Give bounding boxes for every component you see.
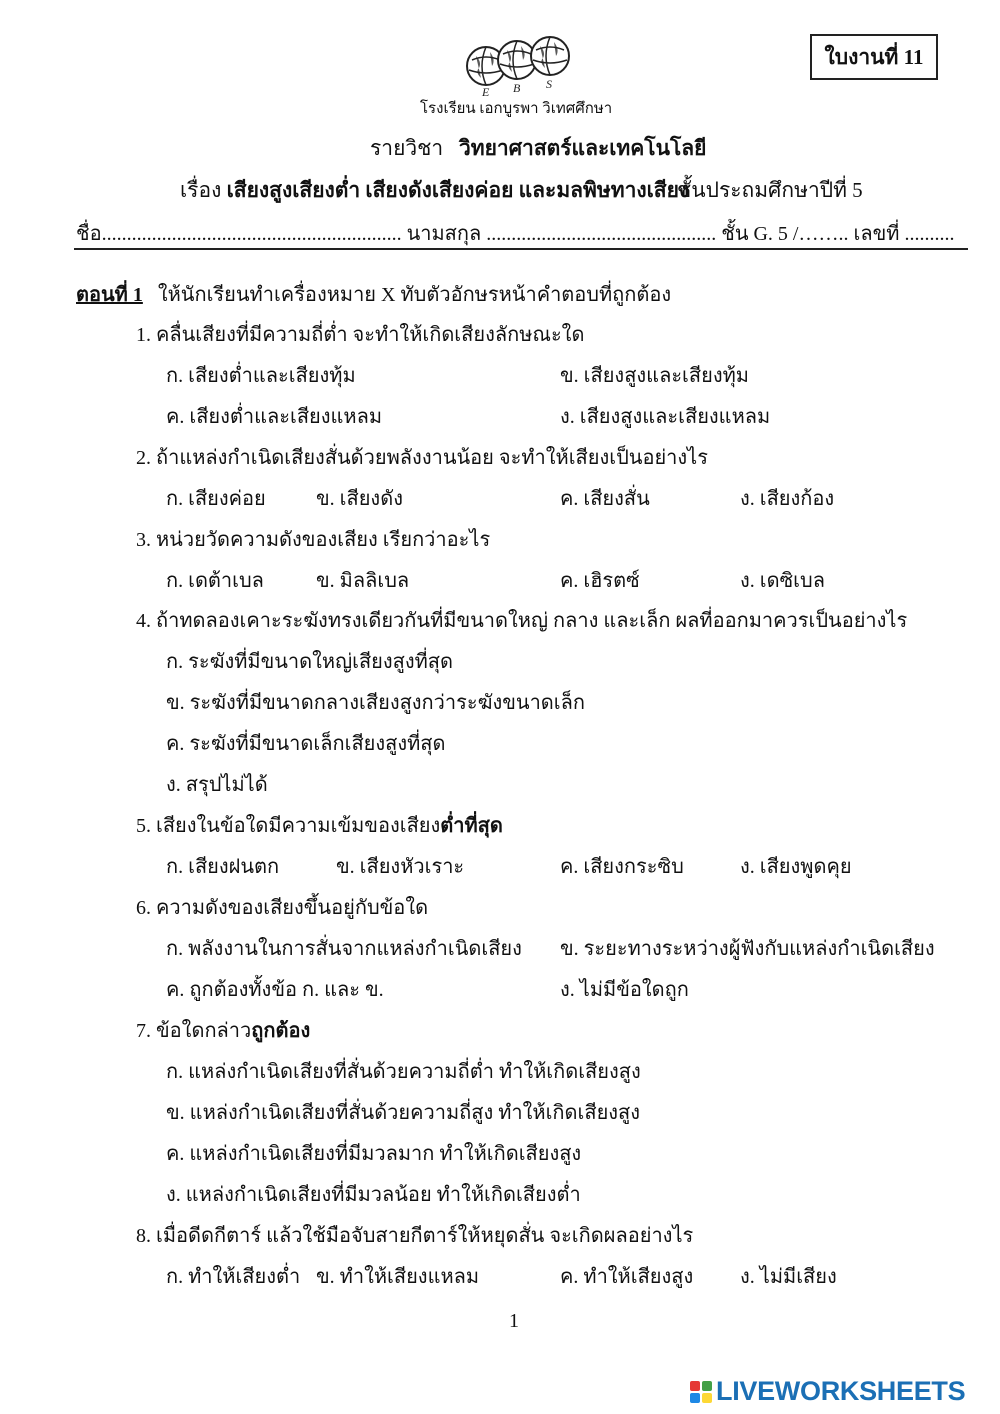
q6-option-a[interactable]: ก. พลังงานในการสั่นจากแหล่งกำเนิดเสียง: [166, 938, 522, 960]
q5-option-c[interactable]: ค. เสียงกระซิบ: [560, 856, 684, 878]
q2-option-b[interactable]: ข. เสียงดัง: [316, 488, 403, 510]
q6-option-d[interactable]: ง. ไม่มีข้อใดถูก: [560, 979, 689, 1001]
q3-option-b[interactable]: ข. มิลลิเบล: [316, 570, 410, 592]
globe-icon: [498, 41, 536, 79]
q1-option-b[interactable]: ข. เสียงสูงและเสียงทุ้ม: [560, 365, 749, 387]
q4-option-c[interactable]: ค. ระฆังที่มีขนาดเล็กเสียงสูงที่สุด: [166, 733, 446, 755]
q6-option-c[interactable]: ค. ถูกต้องทั้งข้อ ก. และ ข.: [166, 979, 384, 1001]
grade-level: ชั้นประถมศึกษาปีที่ 5: [677, 178, 863, 202]
q8-option-a[interactable]: ก. ทำให้เสียงต่ำ: [166, 1266, 301, 1288]
part1-instruction-line: [76, 278, 671, 310]
q3-option-d[interactable]: ง. เดซิเบล: [740, 570, 825, 592]
subject-name: วิทยาศาสตร์และเทคโนโลยี: [458, 136, 707, 160]
q1-option-a[interactable]: ก. เสียงต่ำและเสียงทุ้ม: [166, 365, 356, 387]
q1-option-d[interactable]: ง. เสียงสูงและเสียงแหลม: [560, 406, 771, 428]
question-4: 4. ถ้าทดลองเคาะระฆังทรงเดียวกันที่มีขนาดใหญ่ กลาง และเล็ก ผลที่ออกมาควรเป็นอย่างไร: [136, 610, 908, 632]
question-7: [136, 1014, 310, 1046]
question-2: 2. ถ้าแหล่งกำเนิดเสียงสั่นด้วยพลังงานน้อย จะทำให้เสียงเป็นอย่างไร: [136, 447, 708, 469]
q8-option-d[interactable]: ง. ไม่มีเสียง: [740, 1266, 837, 1288]
q2-option-a[interactable]: ก. เสียงค่อย: [166, 488, 266, 510]
question-8: 8. เมื่อดีดกีตาร์ แล้วใช้มือจับสายกีตาร์ให้หยุดสั่น จะเกิดผลอย่างไร: [136, 1225, 694, 1247]
q7-option-c[interactable]: ค. แหล่งกำเนิดเสียงที่มีมวลมาก ทำให้เกิดเสียงสูง: [166, 1143, 582, 1165]
q4-option-b[interactable]: ข. ระฆังที่มีขนาดกลางเสียงสูงกว่าระฆังขนาดเล็ก: [166, 692, 585, 714]
q7-option-b[interactable]: ข. แหล่งกำเนิดเสียงที่สั่นด้วยความถี่สูง ทำให้เกิดเสียงสูง: [166, 1102, 641, 1124]
header-divider: [74, 248, 968, 250]
q1-option-c[interactable]: ค. เสียงต่ำและเสียงแหลม: [166, 406, 383, 428]
q2-option-d[interactable]: ง. เสียงก้อง: [740, 488, 835, 510]
globe-icon: [531, 37, 569, 75]
subject-line: [370, 132, 706, 165]
question-5-text: 5. เสียงในข้อใดมีความเข้มของเสียง: [136, 815, 441, 837]
subject-prefix: รายวิชา: [370, 136, 444, 160]
q7-option-d[interactable]: ง. แหล่งกำเนิดเสียงที่มีมวลน้อย ทำให้เกิดเสียงต่ำ: [166, 1184, 581, 1206]
logo-letter-e: E: [482, 85, 490, 99]
q6-option-b[interactable]: ข. ระยะทางระหว่างผู้ฟังกับแหล่งกำเนิดเสียง: [560, 938, 935, 960]
q7-option-a[interactable]: ก. แหล่งกำเนิดเสียงที่สั่นด้วยความถี่ต่ำ ทำให้เกิดเสียงสูง: [166, 1061, 641, 1083]
topic-prefix: เรื่อง: [180, 178, 222, 202]
page-number: 1: [509, 1310, 519, 1332]
logo-letter-s: S: [546, 77, 552, 91]
q5-option-a[interactable]: ก. เสียงฝนตก: [166, 856, 280, 878]
q8-option-c[interactable]: ค. ทำให้เสียงสูง: [560, 1266, 694, 1288]
school-logo: [460, 36, 576, 100]
question-5: [136, 809, 503, 841]
q4-option-d[interactable]: ง. สรุปไม่ได้: [166, 774, 268, 796]
q5-option-b[interactable]: ข. เสียงหัวเราะ: [336, 856, 465, 878]
question-5-emphasis: ต่ำที่สุด: [440, 815, 503, 837]
q8-option-b[interactable]: ข. ทำให้เสียงแหลม: [316, 1266, 480, 1288]
liveworksheets-logo[interactable]: [690, 1376, 965, 1406]
question-3: 3. หน่วยวัดความดังของเสียง เรียกว่าอะไร: [136, 529, 491, 551]
question-6: 6. ความดังของเสียงขึ้นอยู่กับข้อใด: [136, 897, 429, 919]
question-1: 1. คลื่นเสียงที่มีความถี่ต่ำ จะทำให้เกิดเสียงลักษณะใด: [136, 324, 585, 346]
school-name: โรงเรียน เอกบูรพา วิเทศศึกษา: [420, 101, 613, 117]
q5-option-d[interactable]: ง. เสียงพูดคุย: [740, 856, 852, 878]
q4-option-a[interactable]: ก. ระฆังที่มีขนาดใหญ่เสียงสูงที่สุด: [166, 651, 454, 673]
liveworksheets-badge-icon: [690, 1381, 712, 1403]
question-7-emphasis: ถูกต้อง: [251, 1020, 311, 1042]
worksheet-number-box: [810, 34, 938, 80]
liveworksheets-brand: LIVEWORKSHEETS: [716, 1376, 966, 1406]
topic-line: [180, 174, 689, 207]
part1-label: ตอนที่ 1: [76, 284, 143, 306]
q3-option-a[interactable]: ก. เดต้าเบล: [166, 570, 264, 592]
q3-option-c[interactable]: ค. เฮิรตซ์: [560, 570, 640, 592]
student-info-line: ชื่อ............................................................ นามสกุล .............................................. ชั้น G. 5 /…….. เลขที่ ..........: [76, 223, 955, 245]
q2-option-c[interactable]: ค. เสียงสั่น: [560, 488, 650, 510]
logo-letter-b: B: [513, 81, 521, 95]
worksheet-number: ใบงานที่ 11: [824, 45, 924, 69]
question-7-text: 7. ข้อใดกล่าว: [136, 1020, 252, 1042]
topic-name: เสียงสูงเสียงต่ำ เสียงดังเสียงค่อย และมลพิษทางเสียง: [226, 178, 690, 202]
part1-instruction: ให้นักเรียนทำเครื่องหมาย X ทับตัวอักษรหน้าคำตอบที่ถูกต้อง: [157, 284, 672, 306]
